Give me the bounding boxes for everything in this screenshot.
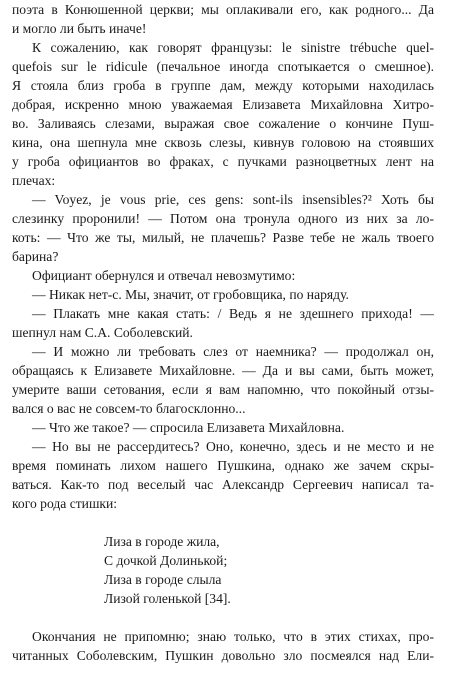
verse-line: С дочкой Долинькой; bbox=[104, 553, 228, 568]
text-line: и могло ли быть иначе! bbox=[12, 21, 147, 36]
text-line: ваться. Как-то под веселый час Александр Сергеевич написал та- bbox=[12, 477, 434, 492]
text-line: добрая, искренно мною уважаемая Елизавета Михайловна Хитро- bbox=[12, 97, 434, 112]
text-line: кина, она шепнула мне сквозь слезы, кивнув головою на стоявших bbox=[12, 135, 434, 150]
text-line: умерите ваши сетования, если я вам напомню, что покойный отзы- bbox=[12, 382, 434, 397]
text-line: поэта в Конюшенной церкви; мы оплакивали его, как родного... Да bbox=[12, 2, 434, 17]
paragraph-start-line: Официант обернулся и отвечал невозмутимо: bbox=[32, 268, 296, 283]
dialogue-line: — Voyez, je vous prie, ces gens: sont-ils insensibles?² Хоть бы bbox=[32, 192, 434, 207]
dialogue-line: — И можно ли требовать слез от наемника? — продолжал он, bbox=[32, 344, 434, 359]
text-line: читанных Соболевским, Пушкин довольно зло посмеялся над Ели- bbox=[12, 648, 434, 663]
text-line: вался о вас не совсем-то благосклонно... bbox=[12, 401, 246, 416]
text-line: плечах: bbox=[12, 173, 56, 188]
text-line: quefois sur le ridicule (печальное иногда спотыкается о смешное). bbox=[12, 59, 434, 74]
text-line: во. Заливаясь слезами, выражая свое сожаление о кончине Пуш- bbox=[12, 116, 434, 131]
text-line: барина? bbox=[12, 249, 59, 264]
text-line: обращаясь к Елизавете Михайловне. — Да и вы сами, быть может, bbox=[12, 363, 434, 378]
verse-line: Лиза в городе слыла bbox=[104, 572, 222, 587]
text-line: коть: — Что же ты, милый, не плачешь? Разве тебе не жаль твоего bbox=[12, 230, 434, 245]
dialogue-line: — Что же такое? — спросила Елизавета Михайловна. bbox=[32, 420, 345, 435]
text-line: Я стояла близ гроба в группе дам, между которыми находилась bbox=[12, 78, 434, 93]
dialogue-line: — Плакать мне какая стать: / Ведь я не здешнего прихода! — bbox=[32, 306, 434, 321]
paragraph-start-line: К сожалению, как говорят французы: le sinistre trébuche quel- bbox=[32, 40, 434, 55]
paragraph-start-line: Окончания не припомню; знаю только, что в этих стихах, про- bbox=[32, 629, 434, 644]
text-line: кого рода стишки: bbox=[12, 496, 118, 511]
verse-line: Лиза в городе жила, bbox=[104, 534, 220, 549]
stanza-spacer bbox=[12, 513, 434, 532]
dialogue-line: — Но вы не рассердитесь? Оно, конечно, здесь и не место и не bbox=[32, 439, 434, 454]
text-line: у гроба официантов во фраках, с пучками разноцветных лент на bbox=[12, 154, 434, 169]
dialogue-line: — Никак нет-с. Мы, значит, от гробовщика, по наряду. bbox=[32, 287, 349, 302]
text-line: слезинку проронили! — Потом она тронула одного из них за ло- bbox=[12, 211, 434, 226]
verse-line: Лизой голенькой [34]. bbox=[104, 591, 231, 606]
text-line: шепнул нам С.А. Соболевский. bbox=[12, 325, 193, 340]
text-line: время поминать лихом нашего Пушкина, однако же зачем скры- bbox=[12, 458, 434, 473]
stanza-spacer bbox=[12, 608, 434, 627]
book-page bbox=[12, 0, 434, 665]
